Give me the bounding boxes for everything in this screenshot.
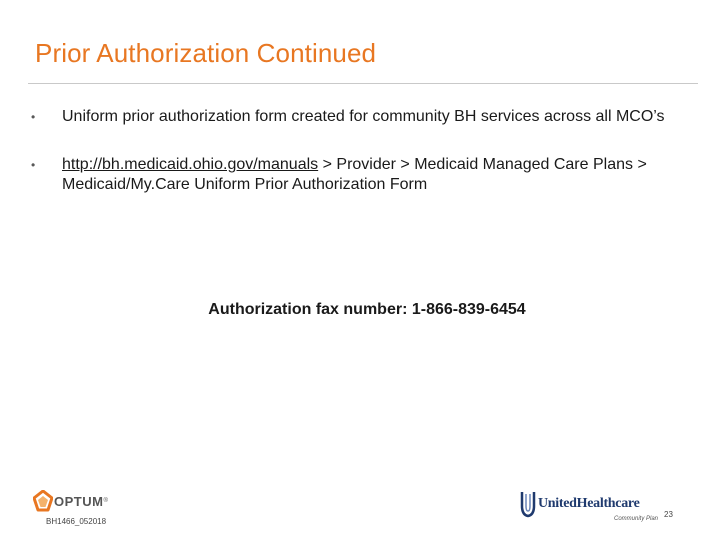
page-number: 23 bbox=[664, 510, 673, 519]
title-divider bbox=[28, 83, 698, 84]
uhc-logo-text: UnitedHealthcare bbox=[538, 496, 640, 511]
bullet-marker: • bbox=[31, 110, 36, 124]
bullet-text: Uniform prior authorization form created for community BH services across all MCO’s bbox=[62, 108, 665, 125]
bullet-list bbox=[28, 107, 688, 223]
unitedhealthcare-logo bbox=[520, 490, 659, 526]
manuals-link[interactable]: http://bh.medicaid.ohio.gov/manuals bbox=[62, 156, 319, 173]
slide-title: Prior Authorization Continued bbox=[35, 38, 377, 68]
optum-logo bbox=[33, 490, 108, 512]
bullet-marker: • bbox=[31, 158, 36, 172]
bullet-item bbox=[28, 107, 688, 127]
optum-mark-icon bbox=[33, 490, 53, 512]
fax-number: Authorization fax number: 1-866-839-6454 bbox=[208, 301, 526, 318]
document-code: BH1466_052018 bbox=[46, 517, 107, 526]
optum-logo-text: OPTUM bbox=[54, 493, 104, 509]
uhc-emblem-icon bbox=[520, 490, 536, 518]
optum-trademark: ® bbox=[103, 498, 108, 504]
bullet-item bbox=[28, 155, 688, 195]
bullet-text: > Provider > Medicaid Managed Care Plans > Medicaid/My.Care Uniform Prior Authorization Form bbox=[62, 156, 647, 193]
uhc-logo-subtext: Community Plan bbox=[614, 516, 659, 522]
